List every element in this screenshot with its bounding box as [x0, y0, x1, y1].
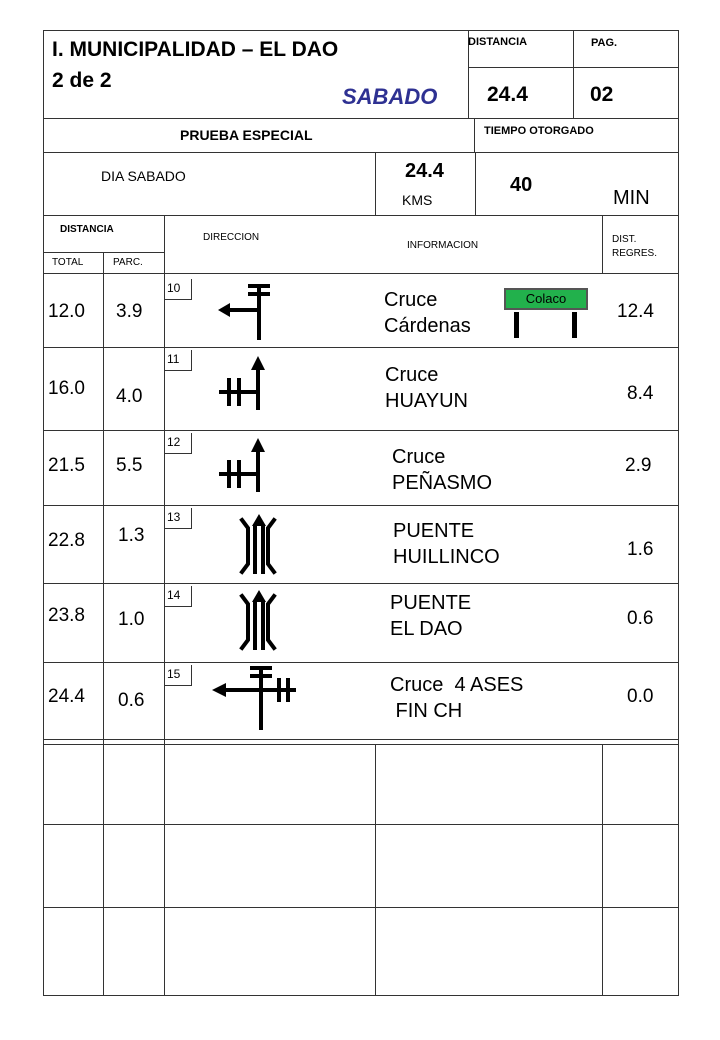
info-cell: Cruce Cárdenas: [384, 289, 471, 337]
distancia-header: DISTANCIA: [468, 36, 528, 48]
straight-crossroad-left-icon: [215, 434, 275, 494]
info-cell: PUENTE HUILLINCO: [393, 520, 500, 568]
bridge-icon: [236, 510, 280, 578]
total-km-value: 24.4: [405, 160, 444, 182]
step-number-box: [164, 508, 192, 529]
step-number-box: [164, 350, 192, 371]
col-parc: PARC.: [113, 257, 143, 268]
step-number-box: [164, 279, 192, 300]
total-cell: 24.4: [48, 686, 85, 707]
total-cell: 16.0: [48, 378, 85, 399]
prueba-especial-label: PRUEBA ESPECIAL: [180, 127, 313, 143]
dia-sabado-label: DIA SABADO: [101, 168, 186, 184]
tiempo-otorgado-label: TIEMPO OTORGADO: [484, 125, 594, 137]
step-number: 10: [167, 281, 181, 295]
step-number-box: [164, 433, 192, 454]
info-cell: Cruce HUAYUN: [385, 364, 468, 412]
total-cell: 12.0: [48, 301, 85, 322]
total-cell: 23.8: [48, 605, 85, 626]
step-number: 14: [167, 588, 181, 602]
parc-cell: 1.3: [118, 525, 145, 546]
total-cell: 21.5: [48, 455, 85, 476]
day-label: SABADO: [342, 84, 438, 109]
step-number-box: [164, 665, 192, 686]
left-turn-four-way-icon: [206, 662, 302, 732]
col-dist-regres: DIST. REGRES.: [612, 234, 658, 259]
parc-cell: 3.9: [116, 301, 143, 322]
regres-cell: 0.6: [627, 608, 654, 629]
step-number: 11: [167, 352, 180, 366]
road-sign: [504, 288, 588, 310]
straight-crossroad-left-icon: [215, 352, 275, 412]
distancia-value: 24.4: [487, 83, 528, 106]
pag-value: 02: [590, 83, 614, 106]
col-direccion: DIRECCION: [203, 232, 260, 243]
step-number: 12: [167, 435, 181, 449]
parc-cell: 1.0: [118, 609, 145, 630]
pag-header: PAG.: [591, 37, 618, 49]
parc-cell: 4.0: [116, 386, 143, 407]
sign-post-icon: [572, 312, 577, 338]
document-title: I. MUNICIPALIDAD – EL DAO: [52, 38, 339, 61]
bridge-icon: [236, 586, 280, 654]
road-sign-label: Colaco: [525, 291, 567, 306]
col-informacion: INFORMACION: [407, 240, 479, 251]
total-cell: 22.8: [48, 530, 85, 551]
kms-label: KMS: [402, 192, 433, 208]
step-number: 15: [167, 667, 181, 681]
left-turn-crossroad-icon: [210, 278, 280, 346]
min-label: MIN: [613, 187, 650, 209]
col-total: TOTAL: [52, 257, 84, 268]
regres-cell: 12.4: [617, 301, 654, 322]
regres-cell: 1.6: [627, 539, 654, 560]
regres-cell: 2.9: [625, 455, 652, 476]
step-number: 13: [167, 510, 181, 524]
col-distancia: DISTANCIA: [60, 224, 114, 235]
info-cell: PUENTE EL DAO: [390, 592, 472, 640]
info-cell: Cruce 4 ASES FIN CH: [390, 674, 524, 722]
info-cell: Cruce PEÑASMO: [392, 446, 493, 494]
step-number-box: [164, 586, 192, 607]
regres-cell: 0.0: [627, 686, 654, 707]
time-value: 40: [510, 174, 533, 196]
parc-cell: 5.5: [116, 455, 143, 476]
regres-cell: 8.4: [627, 383, 654, 404]
sign-post-icon: [514, 312, 519, 338]
page-of-label: 2 de 2: [52, 69, 112, 92]
parc-cell: 0.6: [118, 690, 145, 711]
